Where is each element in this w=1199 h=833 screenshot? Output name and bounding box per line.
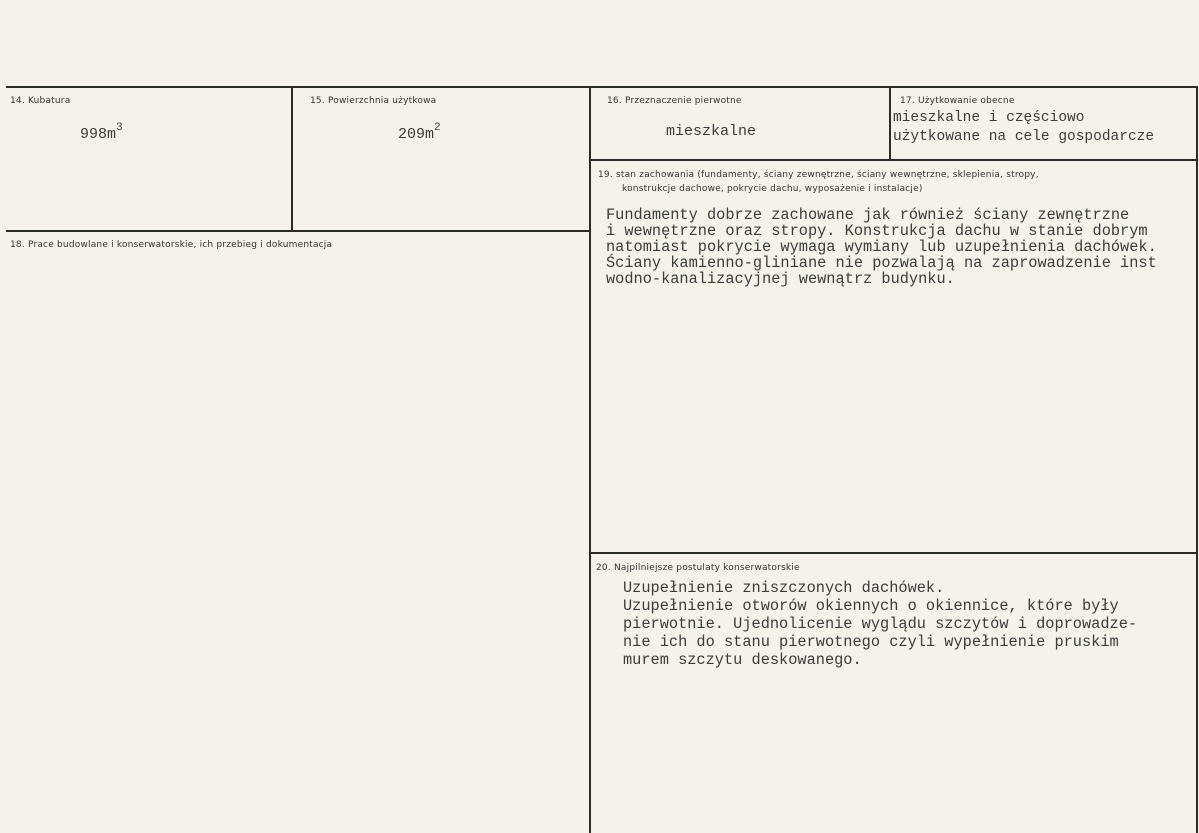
field-14-number: 998m <box>80 126 117 143</box>
field-20-line: murem szczytu deskowanego. <box>623 651 862 669</box>
field-17-value <box>893 110 1154 145</box>
field-19-line: Fundamenty dobrze zachowane jak również ściany zewnętrzne <box>606 206 1130 224</box>
field-20-line: Uzupełnienie zniszczonych dachówek. <box>623 579 945 597</box>
field-17-line: mieszkalne i częściowo <box>893 110 1085 126</box>
field-15-exponent: 2 <box>434 122 441 134</box>
field-17-line: użytkowane na cele gospodarcze <box>893 129 1155 145</box>
field-19-line: natomiast pokrycie wymaga wymiany lub uzupełnienia dachówek. <box>606 238 1157 256</box>
field-14-value <box>80 124 123 143</box>
field-20-label: 20. Najpilniejsze postulaty konserwatorskie <box>596 563 800 573</box>
divider-center <box>589 88 591 833</box>
field-19-line: i wewnętrzne oraz stropy. Konstrukcja dachu w stanie dobrym <box>606 222 1148 240</box>
field-17-label: 17. Użytkowanie obecne <box>900 96 1015 106</box>
field-18-label: 18. Prace budowlane i konserwatorskie, ich przebieg i dokumentacja <box>10 240 333 250</box>
field-16-label: 16. Przeznaczenie pierwotne <box>607 96 742 106</box>
field-14-exponent: 3 <box>116 122 123 134</box>
divider-14-15 <box>291 88 293 231</box>
field-15-label: 15. Powierzchnia użytkowa <box>310 96 437 106</box>
field-16-value: mieszkalne <box>666 123 757 140</box>
field-20-line: Uzupełnienie otworów okiennych o okiennice, które były <box>623 597 1119 615</box>
field-19-value <box>606 207 1157 287</box>
field-20-line: pierwotnie. Ujednolicenie wyglądu szczytów i doprowadze- <box>623 615 1138 633</box>
field-14-label: 14. Kubatura <box>10 96 71 106</box>
right-border <box>1196 88 1198 833</box>
field-15-value <box>398 124 441 143</box>
top-border-line <box>6 86 1198 88</box>
field-19-label-line1: 19. stan zachowania (fundamenty, ściany zewnętrzne, ściany wewnętrzne, sklepienia, stropy, <box>598 170 1039 180</box>
field-19-line: wodno-kanalizacyjnej wewnątrz budynku. <box>606 270 955 288</box>
divider-16-17 <box>889 88 891 160</box>
mid-left-border-line <box>6 230 590 232</box>
field-15-number: 209m <box>398 126 435 143</box>
field-20-line: nie ich do stanu pierwotnego czyli wypełnienie pruskim <box>623 633 1119 651</box>
field-19-line: Ściany kamienno-gliniane nie pozwalają na zaprowadzenie inst <box>606 254 1157 272</box>
right-lower-border-line <box>590 552 1198 554</box>
field-20-value <box>623 580 1137 668</box>
field-19-label-line2: konstrukcje dachowe, pokrycie dachu, wyposażenie i instalacje) <box>622 184 923 194</box>
right-upper-border-line <box>590 159 1198 161</box>
